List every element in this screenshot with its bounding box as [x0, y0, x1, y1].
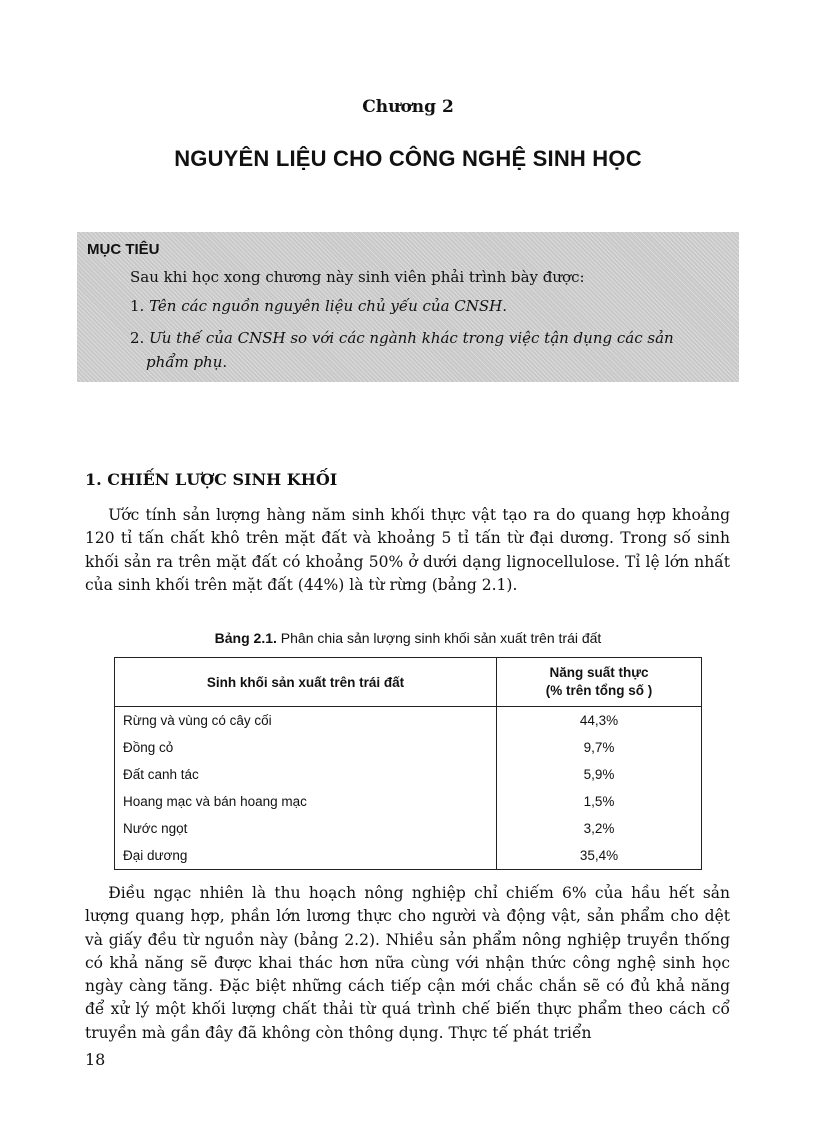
paragraph-1 [85, 504, 730, 597]
objective-item-2-number: 2. [130, 329, 145, 347]
table-cell-value: 9,7% [497, 734, 702, 761]
chapter-title: NGUYÊN LIỆU CHO CÔNG NGHỆ SINH HỌC [174, 146, 642, 171]
table-cell-name: Đất canh tác [115, 761, 497, 788]
table-cell-value: 44,3% [497, 707, 702, 735]
table-header-col2-line1: Năng suất thực [549, 665, 649, 680]
table-row [115, 815, 702, 842]
table-header-col2-line2: (% trên tổng số ) [545, 683, 653, 698]
table-cell-name: Hoang mạc và bán hoang mạc [115, 788, 497, 815]
table-cell-value: 1,5% [497, 788, 702, 815]
table-header-row [115, 658, 702, 707]
table-cell-name: Đại dương [115, 842, 497, 870]
objective-item-1 [130, 297, 507, 315]
table-caption-text: Phân chia sản lượng sinh khối sản xuất trên trái đất [280, 630, 602, 646]
table-cell-value: 35,4% [497, 842, 702, 870]
paragraph-2 [85, 882, 730, 1045]
paragraph-1-text: Ước tính sản lượng hàng năm sinh khối thực vật tạo ra do quang hợp khoảng 120 tỉ tấn chất khô trên mặt đất và khoảng 5 tỉ tấn từ đại dương. Trong số sinh khối sản ra trên mặt đất có khoảng 50% ở dưới dạng lignocellulose. Tỉ lệ lớn nhất của sinh khối trên mặt đất (44%) là từ rừng (bảng 2.1). [85, 506, 730, 594]
table-row [115, 788, 702, 815]
objective-item-2-text-line1: Ưu thế của CNSH so với các ngành khác trong việc tận dụng các sản [149, 329, 674, 347]
table-cell-name: Rừng và vùng có cây cối [115, 707, 497, 735]
table-cell-name: Đồng cỏ [115, 734, 497, 761]
paragraph-2-text: Điều ngạc nhiên là thu hoạch nông nghiệp chỉ chiếm 6% của hầu hết sản lượng quang hợp, phần lớn lương thực cho người và động vật, sản phẩm cho dệt và giấy đều từ nguồn này (bảng 2.2). Nhiều sản phẩm nông nghiệp truyền thống có khả năng sẽ được khai thác hơn nữa cùng với nhận thức công nghệ sinh học ngày càng tăng. Đặc biệt những cách tiếp cận mới chắc chắn sẽ có đủ khả năng để xử lý một khối lượng chất thải từ quá trình chế biến thực phẩm theo cách cổ truyền mà gần đây đã không còn thông dụng. Thực tế phát triển [85, 884, 730, 1042]
table-caption-label: Bảng 2.1. [214, 630, 277, 646]
section-heading: 1. CHIẾN LƯỢC SINH KHỐI [85, 470, 338, 489]
objectives-box [77, 232, 739, 382]
biomass-table [114, 657, 702, 870]
table-row [115, 707, 702, 735]
table-cell-value: 3,2% [497, 815, 702, 842]
objective-item-2 [130, 326, 730, 374]
table-header-col2 [497, 658, 702, 707]
objective-item-2-text-line2: phẩm phụ. [146, 353, 228, 371]
objective-item-1-text: Tên các nguồn nguyên liệu chủ yếu của CNSH. [149, 297, 508, 315]
table-cell-name: Nước ngọt [115, 815, 497, 842]
table-row [115, 734, 702, 761]
objectives-heading: MỤC TIÊU [87, 241, 160, 258]
objective-item-1-number: 1. [130, 297, 145, 315]
table-caption [0, 630, 816, 646]
table-cell-value: 5,9% [497, 761, 702, 788]
table-header-col1: Sinh khối sản xuất trên trái đất [115, 658, 497, 707]
table-row [115, 842, 702, 870]
page-number: 18 [85, 1050, 106, 1069]
chapter-heading: Chương 2 [362, 97, 454, 117]
objectives-intro: Sau khi học xong chương này sinh viên phải trình bày được: [130, 268, 585, 286]
table-row [115, 761, 702, 788]
